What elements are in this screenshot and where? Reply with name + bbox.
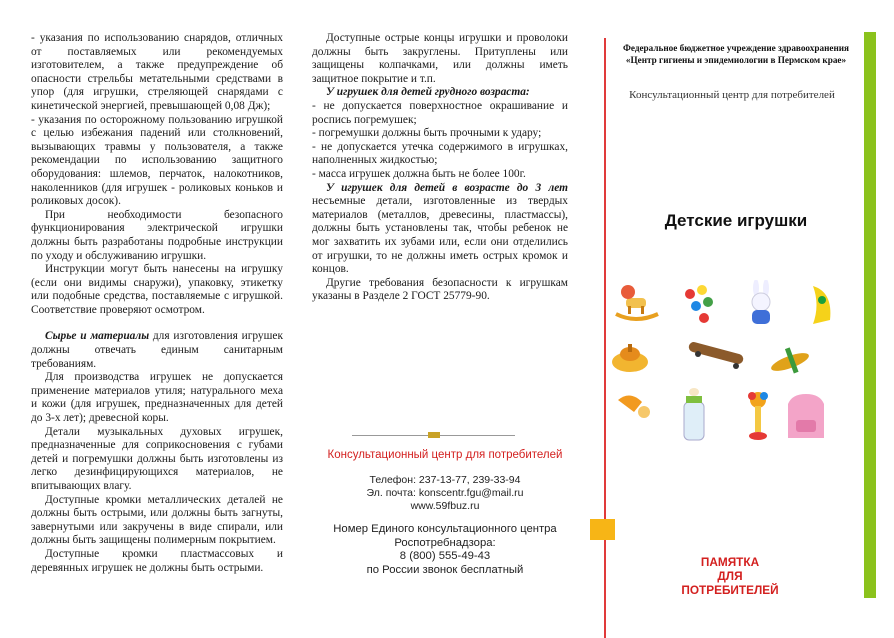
yellow-toy-icon: [813, 286, 830, 324]
section-heading: Сырье и материалы: [45, 330, 150, 343]
list-item: - не допускается утечка содержимого в игрушках, наполненных жидкостью;: [312, 140, 568, 167]
contact-title: Консультационный центр для потребителей: [327, 449, 563, 461]
pacifier-icon: [618, 395, 650, 418]
hotline-number: 8 (800) 555-49-43: [399, 550, 491, 562]
hotline-block: [300, 523, 590, 577]
section-heading: У игрушек для детей в возрасте до 3 лет: [326, 181, 568, 194]
contact-email: Эл. почта: konscentr.fgu@mail.ru: [366, 486, 524, 499]
toy-plane-icon: [769, 347, 811, 374]
page-title: Детские игрушки: [664, 211, 808, 230]
accent-bar: [864, 32, 876, 598]
paragraph-text: несъемные детали, изготовленные из твердых материалов (металлов, древесины, пластмассы), должны быть установлены так, чтобы ребенок не мог захватить их зубами или, если они отделились от игрушки, то не должны иметь острых кромок и концов.: [312, 195, 568, 276]
panel-divider: [604, 38, 606, 638]
paragraph: - указания по осторожному пользованию игрушкой с целью избежания падений или столкновений, вызывающих травмы у пользователя, а также рекомендации по использованию защитного оборудования: шлемов, перчаток, налокотников, наколенников (для игрушек - роликовых коньков и роликовых досок).: [31, 113, 283, 208]
rocking-horse-icon: [616, 285, 658, 319]
divider-mark: [428, 432, 440, 438]
paragraph: Доступные кромки пластмассовых и деревянных игрушек не должны быть острыми.: [31, 547, 283, 574]
paragraph: [312, 182, 568, 277]
contact-details: [300, 474, 590, 512]
paragraph: [31, 330, 283, 371]
paragraph: При необходимости безопасного функционирования электрической игрушки должны быть разработаны подробные инструкции по уходу и обслуживанию игрушки.: [31, 208, 283, 262]
column-1: [31, 32, 283, 575]
paragraph: Доступные кромки металлических деталей не должны быть острыми, или должны быть загнуты, завернутыми или закручены в виде спирали, или должны быть защищены полимерным покрытием.: [31, 493, 283, 547]
baby-bottle-icon: [684, 388, 704, 440]
paragraph-text: для изготовления игрушек должны отвечать единым санитарным требованиям.: [31, 330, 283, 370]
section-heading: У игрушек для детей грудного возраста:: [326, 86, 530, 99]
list-item: - погремушки должны быть прочными к удару;: [312, 127, 542, 140]
list-item: - масса игрушек должна быть не более 100г.: [312, 167, 526, 180]
hotline-line: по России звонок бесплатный: [366, 563, 524, 576]
paragraph: Доступные острые концы игрушки и проволоки должны быть закруглены. Притуплены или защищены колпачками, или должны иметь защитное покрытие и т.п.: [312, 32, 568, 85]
accent-square: [590, 519, 615, 540]
organization-name: Федеральное бюджетное учреждение здравоохранения «Центр гигиены и эпидемиологии в Пермском крае»: [622, 43, 850, 65]
paragraph: Детали музыкальных духовых игрушек, предназначенные для соприкосновения с губами детей и погремушки должны быть изготовлены из легко дезинфицирующихся материалов, не впитывающих влагу.: [31, 425, 283, 492]
paragraph: Другие требования безопасности к игрушкам указаны в Разделе 2 ГОСТ 25779-90.: [312, 276, 568, 303]
toys-illustration: [608, 280, 858, 450]
paragraph: Инструкции могут быть нанесены на игрушку (если они видимы снаружи), упаковку, этикетку или подобные средства, поставляемые с игрушкой. Соответствие проверяют осмотром.: [31, 263, 283, 316]
hotline-line: Номер Единого консультационного центра: [333, 523, 557, 535]
backpack-icon: [788, 394, 824, 438]
list-item: - не допускается поверхностное окрашивание и роспись погремушек;: [312, 99, 568, 126]
consultation-center-label: Консультационный центр для потребителей: [629, 89, 835, 101]
hotline-line: Роспотребнадзора:: [394, 536, 496, 549]
contact-website: www.59fbuz.ru: [410, 499, 480, 512]
spinning-top-icon: [612, 344, 648, 372]
skateboard-icon: [688, 341, 745, 369]
contact-phone: Телефон: 237-13-77, 239-33-94: [369, 474, 521, 486]
column-2: [312, 32, 568, 304]
paragraph: Для производства игрушек не допускается применение материалов утиля; натурального меха и кожи (для игрушек, предназначенных для детей до 3-х лет); древесной коры.: [31, 371, 283, 425]
bunny-icon: [752, 280, 770, 324]
paragraph: - указания по использованию снарядов, отличных от поставляемых или рекомендуемых изготовителем, а также предупреждение об опасности стрельбы метательными средствами в упор (для игрушки, стреляющей снарядами с кинетической энергией, превышающей 0,08 Дж);: [31, 32, 283, 112]
rattle-icon: [685, 285, 713, 323]
rattle-stick-icon: [748, 392, 768, 440]
memo-label: ПАМЯТКА ДЛЯ ПОТРЕБИТЕЛЕЙ: [681, 555, 779, 597]
